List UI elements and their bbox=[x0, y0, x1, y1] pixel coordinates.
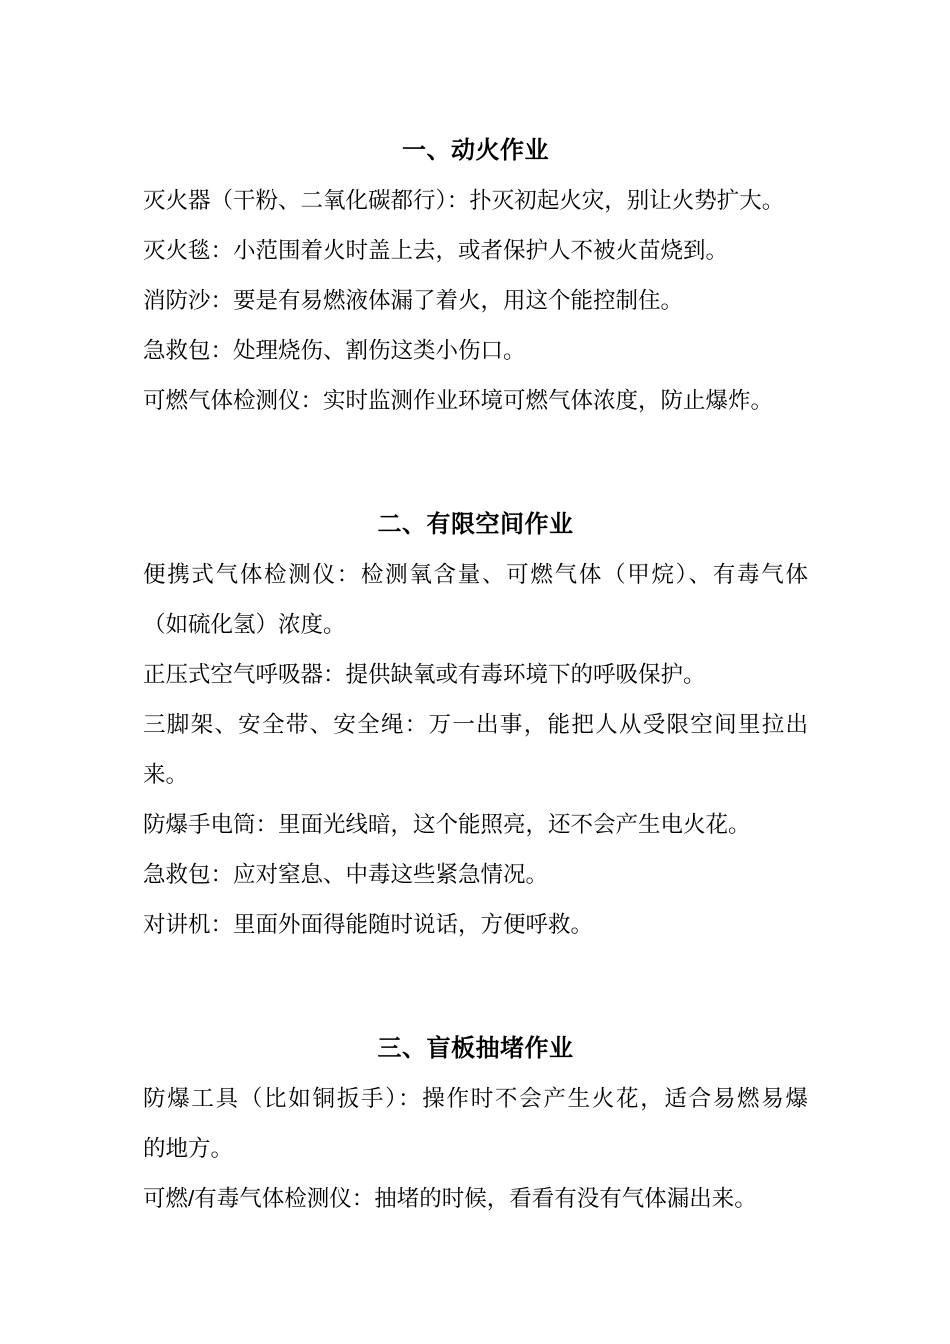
paragraph-line: 急救包：应对窒息、中毒这些紧急情况。 bbox=[143, 862, 549, 887]
paragraph bbox=[143, 1174, 808, 1224]
paragraph bbox=[143, 376, 808, 426]
paragraph bbox=[143, 226, 808, 276]
paragraph bbox=[143, 326, 808, 376]
paragraph-line: 灭火器（干粉、二氧化碳都行）：扑灭初起火灾，别让火势扩大。 bbox=[143, 188, 785, 213]
paragraph-line: 可燃气体检测仪：实时监测作业环境可燃气体浓度，防止爆炸。 bbox=[143, 388, 774, 413]
paragraph bbox=[143, 276, 808, 326]
paragraph-line: 正压式空气呼吸器：提供缺氧或有毒环境下的呼吸保护。 bbox=[143, 662, 706, 687]
paragraph bbox=[143, 850, 808, 900]
paragraph bbox=[143, 176, 808, 226]
paragraph bbox=[143, 700, 808, 800]
paragraph-line: 灭火毯：小范围着火时盖上去，或者保护人不被火苗烧到。 bbox=[143, 238, 729, 263]
section-heading: 二、有限空间作业 bbox=[377, 511, 574, 538]
paragraph-line: 防爆工具（比如铜扳手）：操作时不会产生火花，适合易燃易爆 bbox=[143, 1086, 808, 1111]
paragraph-line: （如硫化氢）浓度。 bbox=[143, 612, 346, 637]
section-hot-work bbox=[143, 126, 808, 426]
paragraph bbox=[143, 800, 808, 850]
paragraph-line: 的地方。 bbox=[143, 1136, 234, 1161]
paragraph-line: 对讲机：里面外面得能随时说话，方便呼救。 bbox=[143, 912, 594, 937]
section-blind-plate bbox=[143, 1024, 808, 1224]
section-heading: 一、动火作业 bbox=[402, 137, 549, 164]
paragraph bbox=[143, 650, 808, 700]
section-heading: 三、盲板抽堵作业 bbox=[377, 1035, 574, 1062]
paragraph bbox=[143, 1074, 808, 1174]
paragraph-line: 便携式气体检测仪：检测氧含量、可燃气体（甲烷）、有毒气体 bbox=[143, 562, 808, 587]
section-confined-space bbox=[143, 500, 808, 950]
paragraph-line: 急救包：处理烧伤、割伤这类小伤口。 bbox=[143, 338, 526, 363]
paragraph bbox=[143, 550, 808, 650]
paragraph bbox=[143, 900, 808, 950]
paragraph-line: 可燃/有毒气体检测仪：抽堵的时候，看看有没有气体漏出来。 bbox=[143, 1186, 757, 1211]
paragraph-line: 来。 bbox=[143, 762, 189, 787]
paragraph-line: 三脚架、安全带、安全绳：万一出事，能把人从受限空间里拉出 bbox=[143, 712, 808, 737]
paragraph-line: 防爆手电筒：里面光线暗，这个能照亮，还不会产生电火花。 bbox=[143, 812, 751, 837]
paragraph-line: 消防沙：要是有易燃液体漏了着火，用这个能控制住。 bbox=[143, 288, 684, 313]
